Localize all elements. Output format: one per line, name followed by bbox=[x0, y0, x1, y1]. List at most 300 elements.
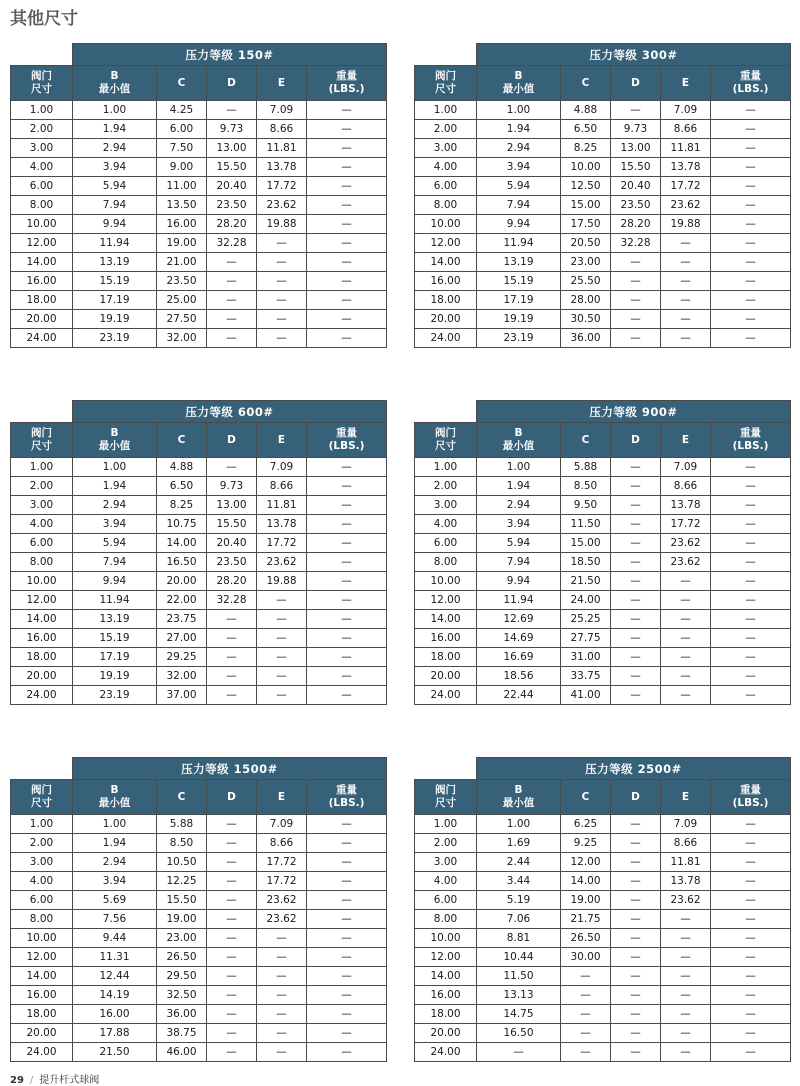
cell-d: — bbox=[207, 686, 257, 705]
cell-c: 14.00 bbox=[157, 534, 207, 553]
cell-b-min: 11.31 bbox=[73, 948, 157, 967]
cell-size: 6.00 bbox=[415, 177, 477, 196]
cell-size: 4.00 bbox=[415, 515, 477, 534]
table-row bbox=[415, 515, 791, 534]
cell-d: — bbox=[611, 610, 661, 629]
cell-size: 6.00 bbox=[11, 891, 73, 910]
cell-c: 21.75 bbox=[561, 910, 611, 929]
cell-d: — bbox=[611, 967, 661, 986]
cell-e: — bbox=[661, 1024, 711, 1043]
cell-d: — bbox=[207, 853, 257, 872]
cell-weight: — bbox=[307, 120, 387, 139]
cell-e: — bbox=[257, 629, 307, 648]
table-row bbox=[11, 948, 387, 967]
cell-d: — bbox=[207, 1043, 257, 1062]
cell-c: 21.50 bbox=[561, 572, 611, 591]
cell-size: 10.00 bbox=[11, 929, 73, 948]
cell-b-min: 3.94 bbox=[73, 515, 157, 534]
cell-e: 7.09 bbox=[661, 101, 711, 120]
table-row bbox=[415, 215, 791, 234]
cell-b-min: 23.19 bbox=[477, 329, 561, 348]
cell-d: — bbox=[611, 986, 661, 1005]
table-row bbox=[11, 629, 387, 648]
cell-size: 24.00 bbox=[11, 1043, 73, 1062]
cell-b-min: 16.69 bbox=[477, 648, 561, 667]
table-row bbox=[11, 872, 387, 891]
cell-size: 4.00 bbox=[11, 158, 73, 177]
cell-e: 8.66 bbox=[661, 477, 711, 496]
cell-b-min: 15.19 bbox=[73, 629, 157, 648]
cell-e: — bbox=[661, 253, 711, 272]
table-row bbox=[415, 534, 791, 553]
cell-b-min: 14.75 bbox=[477, 1005, 561, 1024]
cell-weight: — bbox=[307, 648, 387, 667]
cell-weight: — bbox=[307, 329, 387, 348]
cell-d: — bbox=[207, 929, 257, 948]
cell-size: 1.00 bbox=[11, 815, 73, 834]
cell-weight: — bbox=[711, 929, 791, 948]
table-row bbox=[11, 686, 387, 705]
cell-c: 15.00 bbox=[561, 196, 611, 215]
cell-size: 14.00 bbox=[415, 610, 477, 629]
cell-d: — bbox=[611, 853, 661, 872]
column-header-size: 阀门 尺寸 bbox=[11, 423, 73, 458]
cell-size: 24.00 bbox=[415, 686, 477, 705]
cell-weight: — bbox=[307, 1024, 387, 1043]
cell-b-min: 2.94 bbox=[73, 496, 157, 515]
table-row bbox=[11, 591, 387, 610]
cell-d: 15.50 bbox=[207, 515, 257, 534]
cell-size: 18.00 bbox=[415, 291, 477, 310]
table-row bbox=[11, 139, 387, 158]
cell-e: — bbox=[257, 667, 307, 686]
table-row bbox=[415, 686, 791, 705]
cell-e: 7.09 bbox=[257, 815, 307, 834]
cell-e: — bbox=[661, 1043, 711, 1062]
cell-b-min: 11.94 bbox=[477, 591, 561, 610]
cell-e: 13.78 bbox=[661, 496, 711, 515]
cell-c: 23.50 bbox=[157, 272, 207, 291]
cell-e: — bbox=[257, 329, 307, 348]
cell-size: 2.00 bbox=[11, 120, 73, 139]
cell-weight: — bbox=[307, 610, 387, 629]
cell-b-min: 9.94 bbox=[73, 215, 157, 234]
pressure-class-title: 压力等级 150# bbox=[73, 44, 387, 66]
cell-weight: — bbox=[307, 101, 387, 120]
cell-e: — bbox=[661, 310, 711, 329]
cell-e: 8.66 bbox=[257, 477, 307, 496]
cell-c: 27.50 bbox=[157, 310, 207, 329]
table-row bbox=[11, 534, 387, 553]
cell-weight: — bbox=[307, 553, 387, 572]
cell-e: 23.62 bbox=[661, 553, 711, 572]
cell-size: 24.00 bbox=[415, 329, 477, 348]
cell-c: 29.50 bbox=[157, 967, 207, 986]
cell-b-min: 5.94 bbox=[73, 177, 157, 196]
cell-e: 11.81 bbox=[661, 139, 711, 158]
cell-d: 32.28 bbox=[611, 234, 661, 253]
cell-b-min: 7.56 bbox=[73, 910, 157, 929]
cell-weight: — bbox=[711, 967, 791, 986]
cell-weight: — bbox=[711, 329, 791, 348]
table-row bbox=[415, 272, 791, 291]
cell-c: 27.00 bbox=[157, 629, 207, 648]
table-row bbox=[415, 872, 791, 891]
cell-b-min: 5.94 bbox=[73, 534, 157, 553]
cell-b-min: 2.94 bbox=[73, 853, 157, 872]
table-row bbox=[11, 1005, 387, 1024]
cell-e: — bbox=[661, 967, 711, 986]
cell-d: — bbox=[611, 310, 661, 329]
cell-e: 23.62 bbox=[661, 891, 711, 910]
cell-d: — bbox=[207, 1005, 257, 1024]
cell-d: — bbox=[611, 591, 661, 610]
cell-size: 16.00 bbox=[415, 629, 477, 648]
cell-d: — bbox=[611, 101, 661, 120]
column-header-d: D bbox=[611, 423, 661, 458]
column-header-size: 阀门 尺寸 bbox=[415, 66, 477, 101]
cell-b-min: 21.50 bbox=[73, 1043, 157, 1062]
cell-size: 10.00 bbox=[11, 572, 73, 591]
cell-b-min: 7.06 bbox=[477, 910, 561, 929]
cell-e: 7.09 bbox=[661, 815, 711, 834]
column-header-weight: 重量 (LBS.) bbox=[307, 780, 387, 815]
table-row bbox=[415, 891, 791, 910]
cell-d: — bbox=[611, 891, 661, 910]
cell-e: 7.09 bbox=[257, 458, 307, 477]
cell-c: 26.50 bbox=[157, 948, 207, 967]
cell-c: 19.00 bbox=[561, 891, 611, 910]
table-row bbox=[11, 458, 387, 477]
cell-b-min: 19.19 bbox=[477, 310, 561, 329]
cell-c: 11.00 bbox=[157, 177, 207, 196]
cell-b-min: 10.44 bbox=[477, 948, 561, 967]
column-header-c: C bbox=[157, 780, 207, 815]
cell-d: 13.00 bbox=[207, 496, 257, 515]
cell-d: — bbox=[207, 1024, 257, 1043]
cell-weight: — bbox=[711, 310, 791, 329]
table-row bbox=[11, 496, 387, 515]
cell-d: 15.50 bbox=[611, 158, 661, 177]
cell-c: 4.88 bbox=[157, 458, 207, 477]
table-row bbox=[415, 553, 791, 572]
cell-b-min: 3.94 bbox=[477, 515, 561, 534]
cell-b-min: 7.94 bbox=[477, 196, 561, 215]
dimension-table bbox=[10, 43, 387, 348]
cell-e: 17.72 bbox=[661, 515, 711, 534]
cell-size: 10.00 bbox=[415, 215, 477, 234]
cell-d: — bbox=[611, 815, 661, 834]
cell-c: 32.00 bbox=[157, 667, 207, 686]
cell-c: 23.00 bbox=[157, 929, 207, 948]
cell-d: — bbox=[207, 891, 257, 910]
cell-size: 18.00 bbox=[415, 1005, 477, 1024]
table-row bbox=[415, 986, 791, 1005]
table-row bbox=[11, 101, 387, 120]
cell-e: — bbox=[257, 291, 307, 310]
cell-weight: — bbox=[307, 158, 387, 177]
cell-weight: — bbox=[711, 515, 791, 534]
cell-b-min: 3.94 bbox=[73, 158, 157, 177]
cell-e: 17.72 bbox=[257, 177, 307, 196]
cell-c: 8.50 bbox=[157, 834, 207, 853]
table-row bbox=[415, 853, 791, 872]
cell-e: — bbox=[661, 929, 711, 948]
cell-weight: — bbox=[307, 139, 387, 158]
cell-d: — bbox=[611, 553, 661, 572]
cell-b-min: 2.94 bbox=[477, 139, 561, 158]
column-header-b-min: B 最小值 bbox=[477, 423, 561, 458]
cell-e: 23.62 bbox=[661, 196, 711, 215]
cell-c: 8.25 bbox=[157, 496, 207, 515]
cell-c: 16.00 bbox=[157, 215, 207, 234]
cell-e: — bbox=[257, 648, 307, 667]
cell-weight: — bbox=[307, 667, 387, 686]
cell-b-min: — bbox=[477, 1043, 561, 1062]
cell-c: 14.00 bbox=[561, 872, 611, 891]
cell-weight: — bbox=[307, 272, 387, 291]
cell-weight: — bbox=[711, 853, 791, 872]
cell-b-min: 18.56 bbox=[477, 667, 561, 686]
cell-weight: — bbox=[307, 477, 387, 496]
cell-size: 6.00 bbox=[11, 177, 73, 196]
cell-d: — bbox=[207, 986, 257, 1005]
table-row bbox=[415, 196, 791, 215]
table-row bbox=[11, 272, 387, 291]
cell-weight: — bbox=[711, 101, 791, 120]
cell-weight: — bbox=[711, 553, 791, 572]
cell-d: — bbox=[207, 648, 257, 667]
cell-d: — bbox=[611, 1043, 661, 1062]
column-header-c: C bbox=[561, 423, 611, 458]
cell-e: 19.88 bbox=[257, 572, 307, 591]
column-header-b-min: B 最小值 bbox=[477, 66, 561, 101]
cell-size: 4.00 bbox=[11, 872, 73, 891]
cell-size: 8.00 bbox=[415, 196, 477, 215]
table-row bbox=[11, 967, 387, 986]
cell-e: 7.09 bbox=[257, 101, 307, 120]
table-row bbox=[11, 834, 387, 853]
table-row bbox=[415, 572, 791, 591]
cell-b-min: 14.19 bbox=[73, 986, 157, 1005]
page-footer bbox=[10, 1071, 99, 1086]
table-row bbox=[415, 967, 791, 986]
cell-e: 17.72 bbox=[257, 872, 307, 891]
cell-size: 18.00 bbox=[415, 648, 477, 667]
cell-e: — bbox=[661, 329, 711, 348]
cell-size: 16.00 bbox=[11, 629, 73, 648]
cell-b-min: 2.94 bbox=[73, 139, 157, 158]
cell-c: 5.88 bbox=[157, 815, 207, 834]
cell-c: 28.00 bbox=[561, 291, 611, 310]
cell-d: 9.73 bbox=[207, 477, 257, 496]
cell-c: 8.50 bbox=[561, 477, 611, 496]
cell-weight: — bbox=[307, 591, 387, 610]
cell-c: 41.00 bbox=[561, 686, 611, 705]
column-header-e: E bbox=[661, 66, 711, 101]
footer-label: 提升杆式球阀 bbox=[39, 1075, 100, 1086]
cell-d: — bbox=[611, 291, 661, 310]
cell-e: 8.66 bbox=[257, 120, 307, 139]
cell-size: 24.00 bbox=[415, 1043, 477, 1062]
table-row bbox=[415, 253, 791, 272]
cell-d: 13.00 bbox=[207, 139, 257, 158]
table-row bbox=[415, 1005, 791, 1024]
cell-e: — bbox=[257, 948, 307, 967]
cell-weight: — bbox=[711, 667, 791, 686]
cell-size: 8.00 bbox=[415, 553, 477, 572]
table-row bbox=[11, 553, 387, 572]
table-row bbox=[11, 215, 387, 234]
table-row bbox=[11, 177, 387, 196]
cell-size: 10.00 bbox=[415, 929, 477, 948]
cell-size: 16.00 bbox=[415, 986, 477, 1005]
cell-weight: — bbox=[307, 177, 387, 196]
column-header-size: 阀门 尺寸 bbox=[11, 780, 73, 815]
cell-weight: — bbox=[711, 158, 791, 177]
cell-weight: — bbox=[711, 1005, 791, 1024]
dimension-table bbox=[414, 43, 791, 348]
cell-b-min: 8.81 bbox=[477, 929, 561, 948]
cell-e: 8.66 bbox=[661, 120, 711, 139]
cell-weight: — bbox=[307, 948, 387, 967]
cell-e: — bbox=[661, 591, 711, 610]
cell-size: 16.00 bbox=[415, 272, 477, 291]
table-row bbox=[415, 120, 791, 139]
cell-d: 20.40 bbox=[611, 177, 661, 196]
cell-b-min: 3.94 bbox=[477, 158, 561, 177]
table-row bbox=[415, 815, 791, 834]
cell-b-min: 23.19 bbox=[73, 686, 157, 705]
cell-e: — bbox=[661, 629, 711, 648]
table-row bbox=[415, 158, 791, 177]
cell-weight: — bbox=[307, 986, 387, 1005]
table-row bbox=[11, 1043, 387, 1062]
cell-d: — bbox=[207, 967, 257, 986]
cell-d: — bbox=[611, 515, 661, 534]
cell-d: — bbox=[611, 496, 661, 515]
cell-c: 9.25 bbox=[561, 834, 611, 853]
cell-size: 20.00 bbox=[415, 667, 477, 686]
table-row bbox=[11, 196, 387, 215]
table-row bbox=[415, 948, 791, 967]
cell-d: — bbox=[207, 834, 257, 853]
cell-b-min: 1.94 bbox=[477, 120, 561, 139]
cell-d: 32.28 bbox=[207, 234, 257, 253]
cell-c: 10.50 bbox=[157, 853, 207, 872]
cell-b-min: 1.69 bbox=[477, 834, 561, 853]
cell-size: 20.00 bbox=[415, 1024, 477, 1043]
column-header-e: E bbox=[257, 66, 307, 101]
cell-weight: — bbox=[307, 929, 387, 948]
cell-b-min: 1.94 bbox=[477, 477, 561, 496]
cell-e: — bbox=[257, 1043, 307, 1062]
cell-d: — bbox=[611, 272, 661, 291]
cell-e: — bbox=[257, 310, 307, 329]
table-row bbox=[415, 929, 791, 948]
cell-d: — bbox=[611, 1005, 661, 1024]
cell-weight: — bbox=[711, 610, 791, 629]
cell-size: 1.00 bbox=[11, 101, 73, 120]
cell-weight: — bbox=[307, 496, 387, 515]
cell-weight: — bbox=[307, 891, 387, 910]
cell-b-min: 1.94 bbox=[73, 477, 157, 496]
cell-weight: — bbox=[711, 686, 791, 705]
cell-c: 9.00 bbox=[157, 158, 207, 177]
table-row bbox=[11, 891, 387, 910]
cell-d: — bbox=[207, 610, 257, 629]
column-header-size: 阀门 尺寸 bbox=[11, 66, 73, 101]
cell-e: — bbox=[661, 1005, 711, 1024]
cell-weight: — bbox=[307, 572, 387, 591]
blank-corner bbox=[11, 401, 73, 423]
cell-d: — bbox=[207, 910, 257, 929]
cell-size: 14.00 bbox=[11, 967, 73, 986]
table-row bbox=[415, 648, 791, 667]
cell-d: — bbox=[611, 329, 661, 348]
cell-b-min: 9.94 bbox=[73, 572, 157, 591]
cell-b-min: 7.94 bbox=[73, 196, 157, 215]
cell-c: 38.75 bbox=[157, 1024, 207, 1043]
cell-weight: — bbox=[711, 215, 791, 234]
table-row bbox=[415, 477, 791, 496]
cell-b-min: 13.19 bbox=[73, 610, 157, 629]
cell-b-min: 7.94 bbox=[73, 553, 157, 572]
cell-c: 13.50 bbox=[157, 196, 207, 215]
cell-e: — bbox=[661, 910, 711, 929]
cell-weight: — bbox=[711, 815, 791, 834]
cell-weight: — bbox=[711, 291, 791, 310]
cell-weight: — bbox=[711, 120, 791, 139]
cell-e: 19.88 bbox=[257, 215, 307, 234]
cell-weight: — bbox=[307, 629, 387, 648]
cell-size: 12.00 bbox=[11, 948, 73, 967]
cell-d: — bbox=[207, 815, 257, 834]
cell-size: 1.00 bbox=[415, 101, 477, 120]
column-header-size: 阀门 尺寸 bbox=[415, 423, 477, 458]
table-row bbox=[11, 910, 387, 929]
cell-size: 4.00 bbox=[415, 872, 477, 891]
cell-b-min: 3.44 bbox=[477, 872, 561, 891]
table-row bbox=[11, 477, 387, 496]
cell-weight: — bbox=[711, 872, 791, 891]
cell-weight: — bbox=[711, 629, 791, 648]
cell-c: 9.50 bbox=[561, 496, 611, 515]
cell-c: 30.50 bbox=[561, 310, 611, 329]
cell-b-min: 16.00 bbox=[73, 1005, 157, 1024]
cell-size: 2.00 bbox=[415, 477, 477, 496]
cell-e: — bbox=[257, 253, 307, 272]
table-row bbox=[415, 834, 791, 853]
cell-size: 12.00 bbox=[415, 948, 477, 967]
cell-d: 20.40 bbox=[207, 177, 257, 196]
cell-b-min: 15.19 bbox=[73, 272, 157, 291]
cell-size: 20.00 bbox=[11, 1024, 73, 1043]
column-header-e: E bbox=[661, 423, 711, 458]
cell-c: 15.00 bbox=[561, 534, 611, 553]
cell-e: 13.78 bbox=[661, 872, 711, 891]
cell-d: 9.73 bbox=[207, 120, 257, 139]
cell-e: 7.09 bbox=[661, 458, 711, 477]
cell-size: 3.00 bbox=[11, 496, 73, 515]
cell-size: 8.00 bbox=[11, 910, 73, 929]
column-header-d: D bbox=[611, 66, 661, 101]
cell-weight: — bbox=[711, 534, 791, 553]
cell-b-min: 17.19 bbox=[73, 648, 157, 667]
cell-d: 13.00 bbox=[611, 139, 661, 158]
cell-d: 28.20 bbox=[207, 572, 257, 591]
cell-size: 18.00 bbox=[11, 1005, 73, 1024]
